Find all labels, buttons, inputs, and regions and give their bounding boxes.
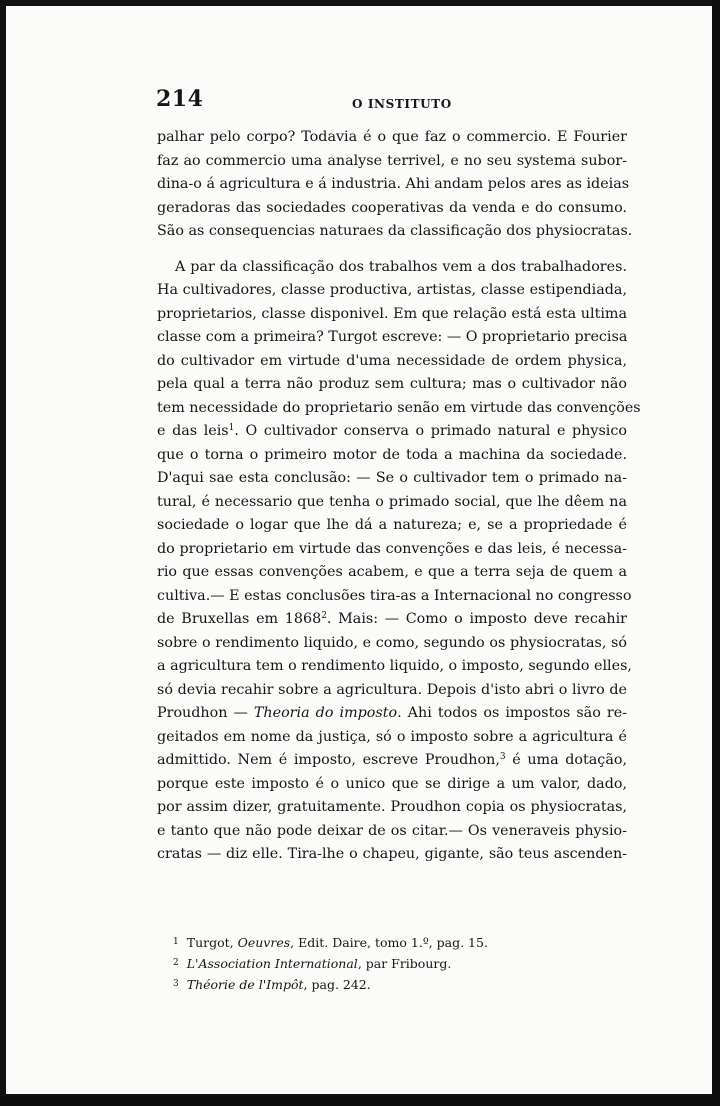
footnote-ref-1: 1 <box>228 423 235 433</box>
text-line: proprietarios, classe disponivel. Em que relação está esta ultima <box>157 305 627 322</box>
footnotes <box>173 932 613 995</box>
footnote-title: L'Association International <box>186 956 358 971</box>
text-line <box>157 702 627 726</box>
footnote-2 <box>173 953 613 974</box>
text-line: dina-o á agricultura e á industria. Ahi andam pelos ares as ideias <box>157 176 630 192</box>
text-line: que o torna o primeiro motor de toda a machina da sociedade. <box>157 446 627 463</box>
text-line: Ha cultivadores, classe productiva, artistas, classe estipendiada, <box>157 282 627 298</box>
text-line: por assim dizer, gratuitamente. Proudhon copia os physiocratas, <box>157 799 627 815</box>
text-line: cultiva.— E estas conclusões tira-as a Internacional no congresso <box>157 587 632 604</box>
text-fragment: admittido. Nem é imposto, escreve Proudhon, <box>157 752 500 768</box>
text-fragment: . Mais: — Como o imposto deve recahir <box>326 611 628 627</box>
body-text <box>157 126 641 867</box>
text-line: sobre o rendimento liquido, e como, segundo os physiocratas, só <box>157 634 627 651</box>
footnote-ref-3: 3 <box>499 752 506 762</box>
text-line: pela qual a terra não produz sem cultura; mas o cultivador não <box>157 376 627 392</box>
scan-edge-right <box>712 0 720 1106</box>
text-line: porque este imposto é o unico que se dirige a um valor, dado, <box>157 775 627 792</box>
text-line: A par da classificação dos trabalhos vem a dos trabalhadores. <box>175 258 627 275</box>
text-line: geradoras das sociedades cooperativas da venda e do consumo. <box>157 199 627 216</box>
text-line <box>157 608 627 632</box>
page-number: 214 <box>156 86 204 112</box>
text-line: rio que essas convenções acabem, e que a terra seja de quem a <box>157 564 627 580</box>
text-line: geitados em nome da justiça, só o imposto sobre a agricultura é <box>157 728 627 745</box>
footnote-marker: 1 <box>173 937 179 947</box>
text-line: São as consequencias naturaes da classificação dos physiocratas. <box>157 223 633 239</box>
text-fragment: de Bruxellas em 1868 <box>157 611 322 627</box>
footnote-text: , Edit. Daire, tomo 1.º, pag. 15. <box>290 935 488 950</box>
paragraph-2 <box>157 256 641 867</box>
text-line: cratas — diz elle. Tira-lhe o chapeu, gigante, são teus ascenden- <box>157 846 627 862</box>
text-fragment: . Ahi todos os impostos são re- <box>397 705 627 721</box>
text-line: D'aqui sae esta conclusão: — Se o cultivador tem o primado na- <box>157 470 627 486</box>
running-title: O INSTITUTO <box>352 97 452 111</box>
footnote-text: Turgot, <box>186 935 238 950</box>
paragraph-1 <box>157 126 633 244</box>
scan-edge-bottom <box>0 1096 720 1106</box>
text-line: tem necessidade do proprietario senão em virtude das convenções <box>157 399 641 416</box>
text-fragment: . O cultivador conserva o primado natural e physico <box>234 423 627 439</box>
footnote-text: , pag. 242. <box>303 977 371 992</box>
text-line: classe com a primeira? Turgot escreve: — O proprietario precisa <box>157 329 628 345</box>
footnote-1 <box>173 932 613 953</box>
text-line: tural, é necessario que tenha o primado social, que lhe dêem na <box>157 493 627 510</box>
text-fragment: é uma dotação, <box>505 752 627 768</box>
text-line <box>157 749 627 773</box>
text-fragment: e das leis <box>157 423 229 439</box>
text-line: do cultivador em virtude d'uma necessidade de ordem physica, <box>157 352 627 369</box>
footnote-marker: 3 <box>173 979 179 989</box>
page-header <box>156 86 636 116</box>
footnote-ref-2: 2 <box>321 611 327 621</box>
book-title-italic: Theoria do imposto <box>253 705 398 721</box>
text-line: só devia recahir sobre a agricultura. Depois d'isto abri o livro de <box>157 681 627 698</box>
text-line: e tanto que não pode deixar de os citar.— Os veneraveis physio- <box>157 822 627 839</box>
footnote-title: Oeuvres <box>237 935 291 950</box>
footnote-3 <box>173 974 613 995</box>
text-line <box>157 420 627 444</box>
footnote-text: , par Fribourg. <box>357 956 452 971</box>
text-line: a agricultura tem o rendimento liquido, o imposto, segundo elles, <box>157 658 632 674</box>
text-fragment: Proudhon — <box>157 705 254 721</box>
text-line: faz ao commercio uma analyse terrivel, e no seu systema subor- <box>157 152 627 169</box>
footnote-marker: 2 <box>173 958 179 968</box>
text-line: sociedade o logar que lhe dá a natureza; e, se a propriedade é <box>157 517 627 533</box>
footnote-title: Théorie de l'Impôt <box>186 977 304 992</box>
text-line: palhar pelo corpo? Todavia é o que faz o commercio. E Fourier <box>157 129 627 145</box>
text-line: do proprietario em virtude das convenções e das leis, é necessa- <box>157 540 627 557</box>
